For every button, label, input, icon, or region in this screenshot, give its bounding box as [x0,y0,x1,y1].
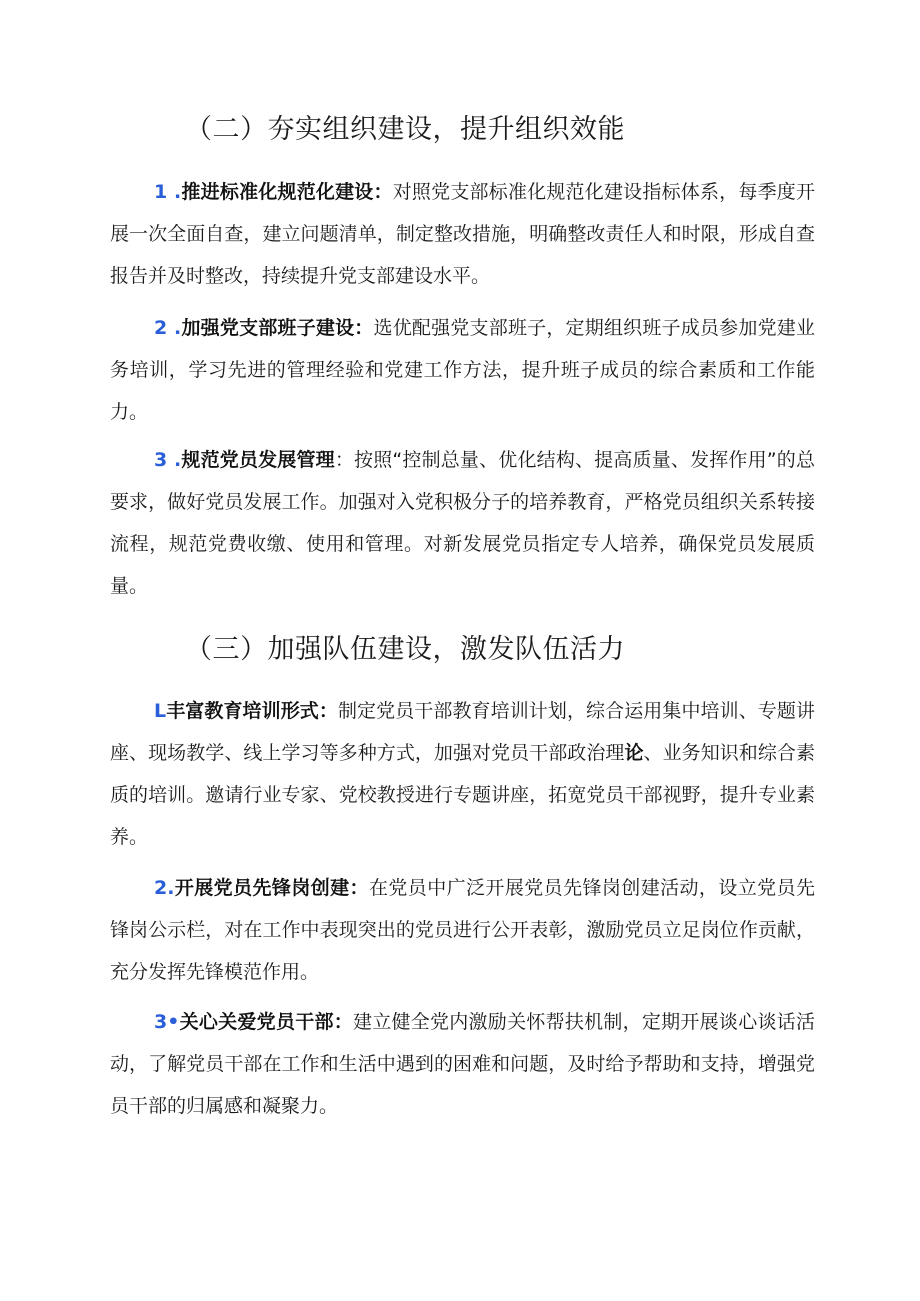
item-title: 推进标准化规范化建设： [181,181,393,203]
item-number: 3 . [154,449,182,471]
paragraph-item [110,171,815,297]
item-title: 丰富教育培训形式： [166,700,338,722]
item-title: 规范党员发展管理 [181,449,335,471]
item-number: 3• [154,1011,180,1033]
section-heading-2: （二）夯实组织建设，提升组织效能 [185,114,625,145]
paragraph-item [110,867,815,993]
item-title: 加强党支部班子建设： [181,317,374,339]
paragraph-item [110,1001,815,1127]
item-number: 1 . [154,181,182,203]
item-body: 在党员中广泛开展党员先锋岗创建活动，设立党员先锋岗公示栏，对在工作中表现突出的党员进行公开表彰，激励党员立足岗位作贡献，充分发挥先锋模范作用。 [110,877,815,983]
item-body: 制定党员干部教育培训计划，综合运用集中培训、专题讲座、现场教学、线上学习等多种方式，加强对党员干部政治理 [110,700,815,764]
item-body-bold: 论 [624,742,644,764]
item-title: 关心关爱党员干部： [179,1011,353,1033]
item-body: 、业务知识和综合素质的培训。邀请行业专家、党校教授进行专题讲座，拓宽党员干部视野，提升专业素养。 [110,742,815,848]
item-body: ：按照“控制总量、优化结构、提高质量、发挥作用”的总要求，做好党员发展工作。加强对入党积极分子的培养教育，严格党员组织关系转接流程，规范党费收缴、使用和管理。对新发展党员指定专人培养，确保党员发展质量。 [110,449,815,597]
paragraph-item [110,690,815,858]
item-title: 开展党员先锋岗创建： [174,877,369,899]
item-number: 2. [154,877,175,899]
item-number: 2 . [154,317,182,339]
paragraph-item [110,439,815,607]
item-body: 建立健全党内激励关怀帮扶机制，定期开展谈心谈话活动，了解党员干部在工作和生活中遇到的困难和问题，及时给予帮助和支持，增强党员干部的归属感和凝聚力。 [110,1011,815,1117]
item-body: 对照党支部标准化规范化建设指标体系，每季度开展一次全面自查，建立问题清单，制定整改措施，明确整改责任人和时限，形成自查报告并及时整改，持续提升党支部建设水平。 [110,181,815,287]
paragraph-item [110,307,815,433]
section-heading-3: （三）加强队伍建设，激发队伍活力 [185,634,625,665]
item-body: 选优配强党支部班子，定期组织班子成员参加党建业务培训，学习先进的管理经验和党建工作方法，提升班子成员的综合素质和工作能力。 [110,317,815,423]
item-number: L [154,700,167,722]
